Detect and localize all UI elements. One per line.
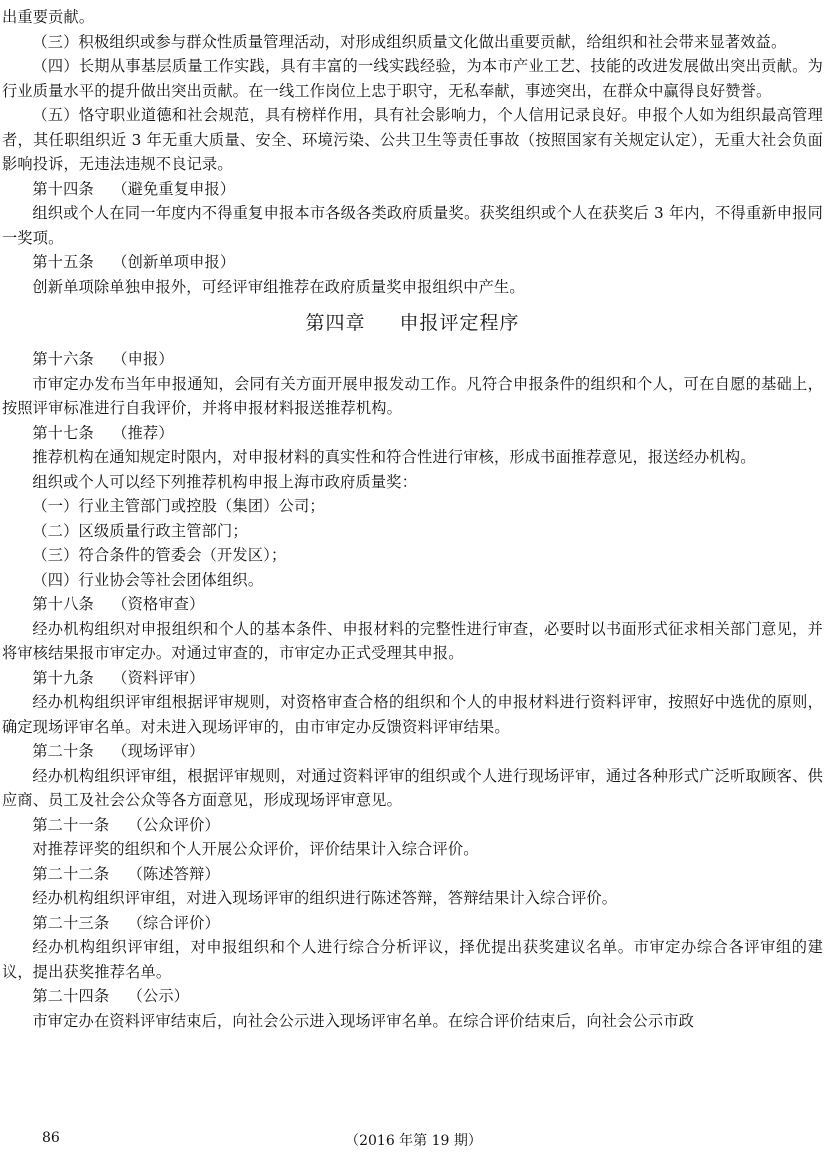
body-paragraph: （四）行业协会等社会团体组织。 — [32, 570, 264, 589]
article-heading — [2, 862, 823, 887]
body-paragraph: （二）区级质量行政主管部门； — [32, 521, 248, 540]
article-number: 第十九条 — [32, 668, 94, 687]
body-paragraph: 出重要贡献。 — [2, 8, 95, 26]
article-topic: （申报） — [112, 350, 174, 368]
article-number: 第二十一条 — [32, 815, 110, 834]
body-paragraph: 经办机构组织评审组，根据评审规则，对通过资料评审的组织或个人进行现场评审，通过各种形式广泛听取顾客、供应商、员工及社会公众等各方面意见，形成现场评审意见。 — [2, 766, 823, 809]
article-heading — [2, 911, 823, 936]
article-topic: （公示） — [127, 987, 190, 1005]
body-paragraph: 推荐机构在通知规定时限内，对申报材料的真实性和符合性进行审核，形成书面推荐意见，报送经办机构。 — [32, 448, 756, 466]
article-topic: （推荐） — [112, 423, 174, 442]
body-paragraph: 创新单项除单独申报外，可经评审组推荐在政府质量奖申报组织中产生。 — [32, 277, 525, 296]
article-number: 第十四条 — [32, 179, 94, 198]
body-paragraph: 市审定办在资料评审结束后，向社会公示进入现场评审名单。在综合评价结束后，向社会公示市政 — [32, 1011, 695, 1030]
body-paragraph: 组织或个人在同一年度内不得重复申报本市各级各类政府质量奖。获奖组织或个人在获奖后 3 年内，不得重新申报同一奖项。 — [2, 204, 823, 247]
article-heading — [2, 739, 823, 764]
chapter-heading — [2, 308, 823, 338]
body-paragraph: （四）长期从事基层质量工作实践，具有丰富的一线实践经验，为本市产业工艺、技能的改进发展做出突出贡献。为行业质量水平的提升做出突出贡献。在一线工作岗位上忠于职守，无私奉献，事迹突出，在群众中赢得良好赞誉。 — [2, 57, 823, 100]
article-number: 第十六条 — [32, 350, 94, 368]
article-heading — [2, 177, 823, 202]
article-topic: （避免重复申报） — [112, 179, 236, 198]
body-paragraph: 对推荐评奖的组织和个人开展公众评价，评价结果计入综合评价。 — [32, 840, 479, 858]
article-heading — [2, 250, 823, 275]
article-topic: （资格审查） — [112, 595, 205, 613]
body-paragraph: （三）积极组织或参与群众性质量管理活动，对形成组织质量文化做出重要贡献，给组织和社会带来显著效益。 — [32, 32, 787, 51]
page-number: 86 — [42, 1130, 60, 1146]
article-topic: （现场评审） — [112, 742, 205, 760]
article-heading — [2, 347, 823, 372]
article-number: 第二十条 — [32, 742, 94, 760]
article-number: 第十五条 — [32, 253, 94, 271]
body-paragraph: （五）恪守职业道德和社会规范，具有榜样作用，具有社会影响力，个人信用记录良好。申报个人如为组织最高管理者，其任职组织近 3 年无重大质量、安全、环境污染、公共卫生等责任事故（按照国家有关规定认定），无重大社会负面影响投诉，无违法违规不良记录。 — [2, 106, 823, 173]
article-topic: （资料评审） — [112, 668, 205, 687]
body-text-bottom — [2, 347, 823, 1033]
article-heading — [2, 666, 823, 691]
article-topic: （创新单项申报） — [112, 253, 236, 271]
article-number: 第二十三条 — [32, 913, 110, 932]
article-number: 第十七条 — [32, 423, 94, 442]
body-paragraph: 市审定办发布当年申报通知，会同有关方面开展申报发动工作。凡符合申报条件的组织和个人，可在自愿的基础上，按照评审标准进行自我评价，并将申报材料报送推荐机构。 — [2, 374, 823, 417]
article-heading — [2, 984, 823, 1009]
article-heading — [2, 813, 823, 838]
body-paragraph: （一）行业主管部门或控股（集团）公司； — [32, 497, 325, 515]
page-content — [2, 5, 823, 1033]
article-topic: （陈述答辩） — [127, 864, 220, 883]
article-number: 第十八条 — [32, 595, 94, 613]
article-heading — [2, 592, 823, 617]
body-paragraph: 经办机构组织评审组根据评审规则，对资格审查合格的组织和个人的申报材料进行资料评审，按照好中选优的原则，确定现场评审名单。对未进入现场评审的，由市审定办反馈资料评审结果。 — [2, 693, 823, 736]
issue-label: （2016 年第 19 期） — [345, 1133, 482, 1149]
chapter-title: 申报评定程序 — [399, 312, 520, 334]
body-paragraph: 经办机构组织评审组，对进入现场评审的组织进行陈述答辩，答辩结果计入综合评价。 — [32, 889, 618, 907]
chapter-number: 第四章 — [305, 312, 366, 334]
article-number: 第二十四条 — [32, 987, 110, 1005]
body-paragraph: 经办机构组织评审组，对申报组织和个人进行综合分析评议，择优提出获奖建议名单。市审定办综合各评审组的建议，提出获奖推荐名单。 — [2, 938, 823, 981]
body-text-top — [2, 5, 823, 299]
article-number: 第二十二条 — [32, 864, 110, 883]
article-topic: （公众评价） — [127, 815, 220, 834]
body-paragraph: 经办机构组织对申报组织和个人的基本条件、申报材料的完整性进行审查，必要时以书面形式征求相关部门意见，并将审核结果报市审定办。对通过审查的，市审定办正式受理其申报。 — [2, 619, 823, 662]
article-topic: （综合评价） — [127, 913, 220, 932]
body-paragraph: （三）符合条件的管委会（开发区）； — [32, 546, 287, 564]
body-paragraph: 组织或个人可以经下列推荐机构申报上海市政府质量奖： — [32, 472, 418, 491]
article-heading — [2, 421, 823, 446]
